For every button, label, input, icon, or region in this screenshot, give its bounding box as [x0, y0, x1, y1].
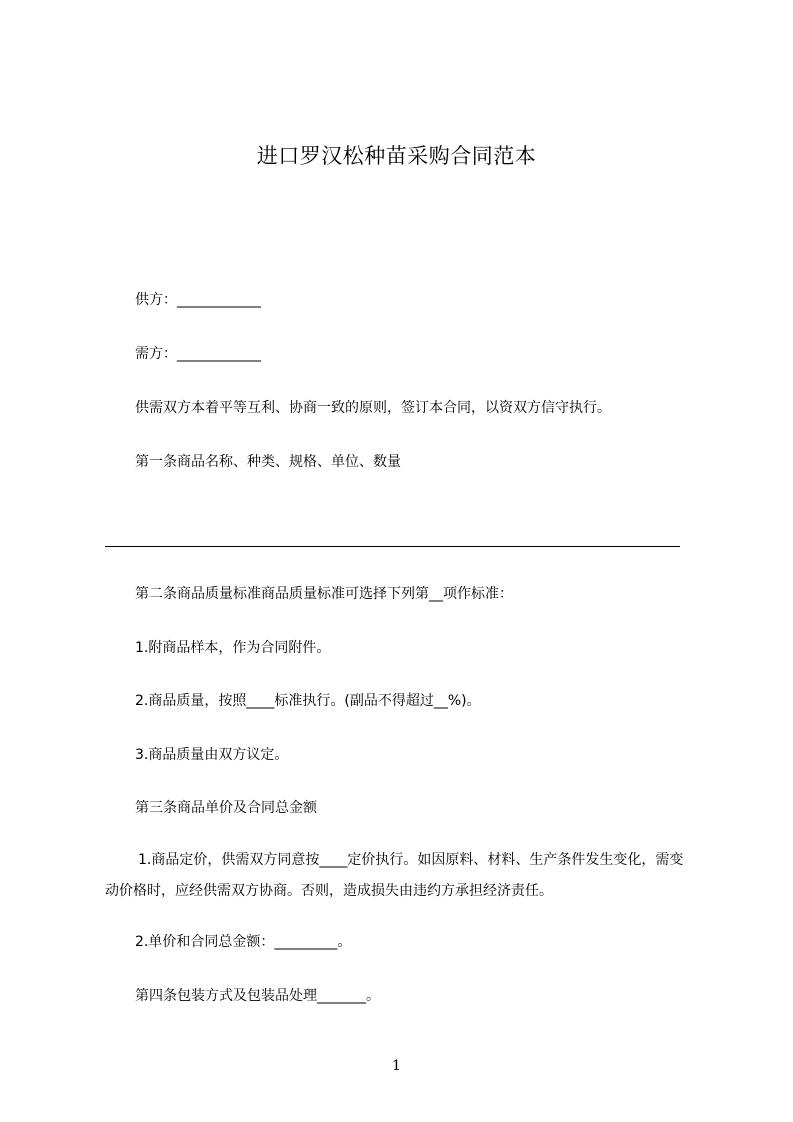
page-number: 1 — [392, 1058, 401, 1074]
article-2-item-1: 1.附商品样本，作为合同附件。 — [135, 640, 331, 656]
article-3-item-1: 1.商品定价，供需双方同意按____定价执行。如因原料、材料、生产条件发生变化，需变动价格时，应经供需双方协商。否则，造成损失由违约方承担经济责任。 — [105, 852, 684, 899]
article-3-heading: 第三条商品单价及合同总金额 — [135, 800, 317, 816]
article-2-heading: 第二条商品质量标准商品质量标准可选择下列第__项作标准： — [135, 586, 513, 602]
article-3-item-2: 2.单价和合同总金额：_________。 — [135, 934, 352, 950]
article-2-item-2: 2.商品质量，按照____标准执行。(副品不得超过__%)。 — [135, 693, 481, 709]
intro-paragraph: 供需双方本着平等互利、协商一致的原则，签订本合同，以资双方信守执行。 — [135, 400, 611, 416]
buyer-line: 需方：____________ — [135, 346, 261, 362]
article-2-item-3: 3.商品质量由双方议定。 — [135, 747, 289, 763]
article-4-heading: 第四条包装方式及包装品处理_______。 — [135, 988, 380, 1004]
blank-fill-line — [105, 546, 680, 547]
supplier-line: 供方：____________ — [135, 292, 261, 308]
article-1-heading: 第一条商品名称、种类、规格、单位、数量 — [135, 454, 401, 470]
document-title: 进口罗汉松种苗采购合同范本 — [256, 144, 537, 168]
